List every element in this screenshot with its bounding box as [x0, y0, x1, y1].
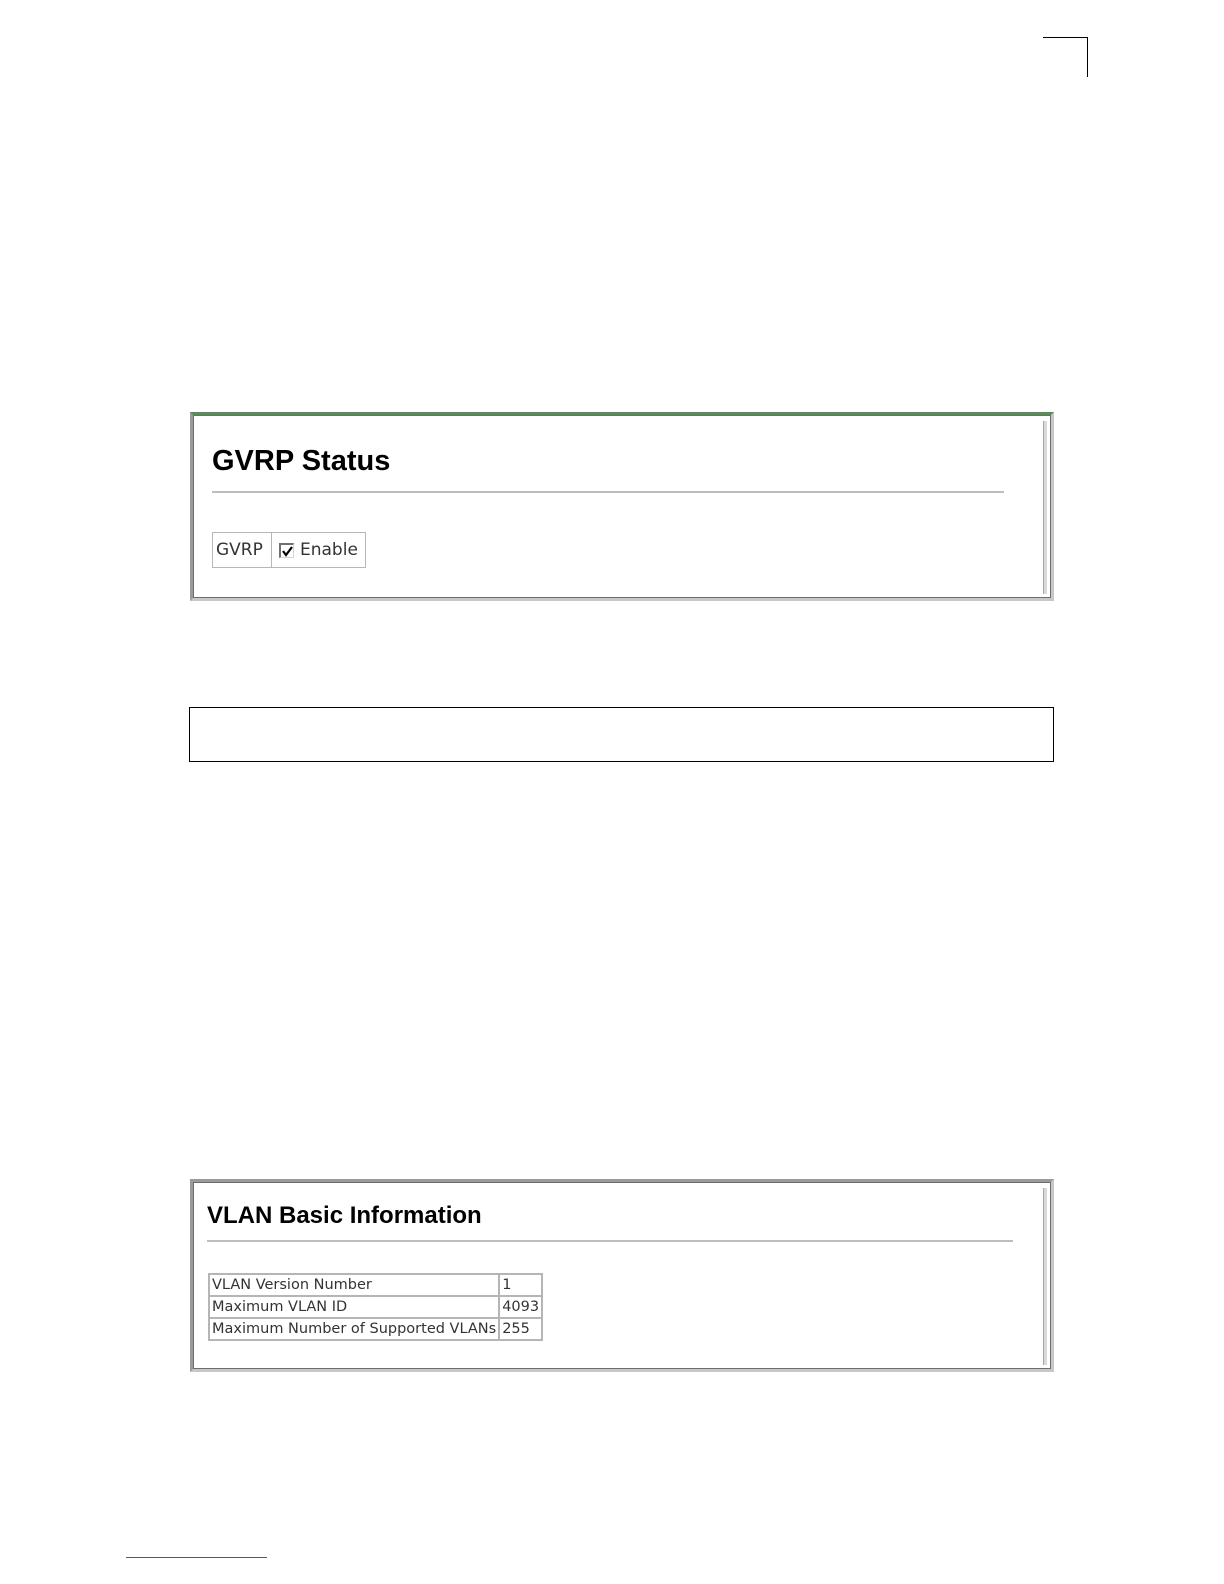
- gvrp-status-title: GVRP Status: [212, 445, 391, 477]
- gvrp-enable-control[interactable]: [272, 533, 365, 567]
- vlan-info-table: [208, 1273, 543, 1341]
- gvrp-setting-row: [212, 532, 366, 568]
- footer-rule: [126, 1557, 267, 1558]
- gvrp-status-panel: [190, 412, 1054, 601]
- vlan-basic-information-panel: [190, 1179, 1054, 1372]
- gvrp-title-divider: [212, 491, 1004, 493]
- table-row: [209, 1274, 542, 1296]
- table-row: [209, 1318, 542, 1340]
- maximum-supported-vlans-value: 255: [499, 1318, 542, 1340]
- vlan-version-number-value: 1: [499, 1274, 542, 1296]
- page-corner-crop-mark: [1043, 37, 1088, 77]
- vlan-version-number-label: VLAN Version Number: [209, 1274, 499, 1296]
- gvrp-field-label: GVRP: [213, 533, 272, 567]
- maximum-supported-vlans-label: Maximum Number of Supported VLANs: [209, 1318, 499, 1340]
- table-row: [209, 1296, 542, 1318]
- maximum-vlan-id-value: 4093: [499, 1296, 542, 1318]
- vlan-basic-information-title: VLAN Basic Information: [207, 1202, 482, 1229]
- checkmark-icon: [281, 545, 294, 558]
- empty-text-box: [189, 707, 1054, 762]
- gvrp-enable-label: Enable: [300, 540, 358, 560]
- maximum-vlan-id-label: Maximum VLAN ID: [209, 1296, 499, 1318]
- gvrp-enable-checkbox[interactable]: [279, 543, 294, 558]
- vlan-title-divider: [207, 1240, 1013, 1242]
